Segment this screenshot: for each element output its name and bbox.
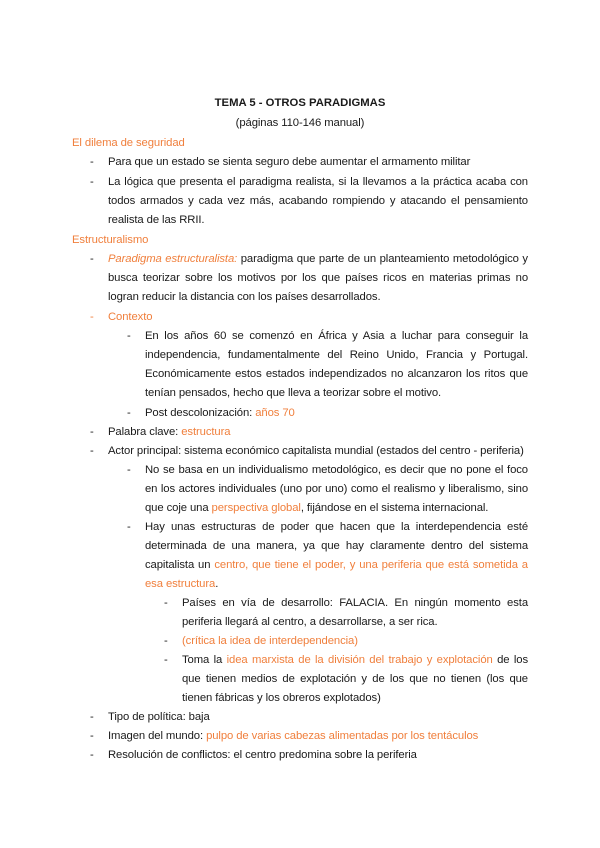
- list-item-line: capitalista un centro, que tiene el poder, y una periferia que está sometida a: [145, 559, 528, 571]
- list-item-line: que tienen medios de explotación y de los que no tienen (los que: [182, 673, 528, 685]
- bullet-dash: -: [90, 445, 94, 457]
- list-item-line: realista de las RRII.: [108, 214, 205, 226]
- section-heading-structuralism: Estructuralismo: [72, 234, 149, 246]
- bullet-dash: -: [90, 176, 94, 188]
- list-item: Tipo de política: baja: [108, 711, 210, 723]
- bullet-dash: -: [90, 730, 94, 742]
- list-item-line: Toma la idea marxista de la división del trabajo y explotación de los: [182, 654, 529, 666]
- list-item-line: busca teorizar sobre los motivos por los que países ricos en materias primas no: [108, 272, 528, 284]
- list-item-line: que coje una perspectiva global, fijándose en el sistema internacional.: [145, 502, 489, 514]
- bullet-dash: -: [127, 521, 131, 533]
- list-item-line: todos armados y cada vez más, acabando rompiendo y atacando el pensamiento: [108, 195, 528, 207]
- list-item: Para que un estado se sienta seguro debe aumentar el armamento militar: [108, 156, 471, 168]
- list-item-line: determinada de una manera, ya que hay claramente dentro del sistema: [145, 540, 528, 552]
- bullet-dash: -: [90, 156, 94, 168]
- list-item-line: Paradigma estructuralista: paradigma que parte de un planteamiento metodológico y: [108, 253, 528, 265]
- list-item-line: independencia, fundamentalmente del Reino Unido, Francia y Portugal.: [145, 349, 528, 361]
- list-item-line: Hay unas estructuras de poder que hacen que la interdependencia esté: [145, 521, 528, 533]
- list-item: Post descolonización: años 70: [145, 407, 295, 419]
- list-item-line: tenían pensados, hecho que lleva a teorizar sobre el motivo.: [145, 387, 442, 399]
- list-item: Resolución de conflictos: el centro predomina sobre la periferia: [108, 749, 417, 761]
- list-item: Actor principal: sistema económico capitalista mundial (estados del centro - periferia): [108, 445, 524, 457]
- bullet-dash: -: [164, 597, 168, 609]
- list-item: Imagen del mundo: pulpo de varias cabezas alimentadas por los tentáculos: [108, 730, 479, 742]
- list-item-line: Países en vía de desarrollo: FALACIA. En ningún momento esta: [182, 597, 528, 609]
- list-item-line: tienen fábricas y los obreros explotados): [182, 692, 381, 704]
- list-item-line: en los actores individuales (uno por uno) como el realismo y liberalismo, sino: [145, 483, 528, 495]
- list-item-line: esa estructura.: [145, 578, 219, 590]
- bullet-dash: -: [164, 635, 168, 647]
- bullet-dash: -: [127, 407, 131, 419]
- bullet-dash: -: [90, 749, 94, 761]
- page-title: TEMA 5 - OTROS PARADIGMAS: [214, 97, 386, 109]
- list-item: Palabra clave: estructura: [108, 426, 231, 438]
- list-item-line: No se basa en un individualismo metodológico, es decir que no pone el foco: [145, 464, 528, 476]
- list-item-line: periferia llegará al centro, a desarrollarse, a ser rica.: [182, 616, 438, 628]
- list-item-line: Económicamente estos estados independizados no alcanzaron los ritos que: [145, 368, 528, 380]
- bullet-dash: -: [127, 464, 131, 476]
- list-item-line: La lógica que presenta el paradigma realista, si la llevamos a la práctica acaba con: [108, 176, 528, 188]
- bullet-dash: -: [90, 253, 94, 265]
- page-subtitle: (páginas 110-146 manual): [235, 117, 365, 129]
- bullet-dash: -: [164, 654, 168, 666]
- bullet-dash: -: [127, 330, 131, 342]
- bullet-dash: -: [90, 711, 94, 723]
- section-heading-security-dilemma: El dilema de seguridad: [72, 137, 185, 149]
- list-item-line: logran reducir la distancia con los países desarrollados.: [108, 291, 381, 303]
- subheading-context: Contexto: [108, 311, 153, 323]
- list-item: (crítica la idea de interdependencia): [182, 635, 358, 647]
- bullet-dash: -: [90, 426, 94, 438]
- bullet-dash: -: [90, 311, 94, 323]
- list-item-line: En los años 60 se comenzó en África y Asia a luchar para conseguir la: [145, 330, 528, 342]
